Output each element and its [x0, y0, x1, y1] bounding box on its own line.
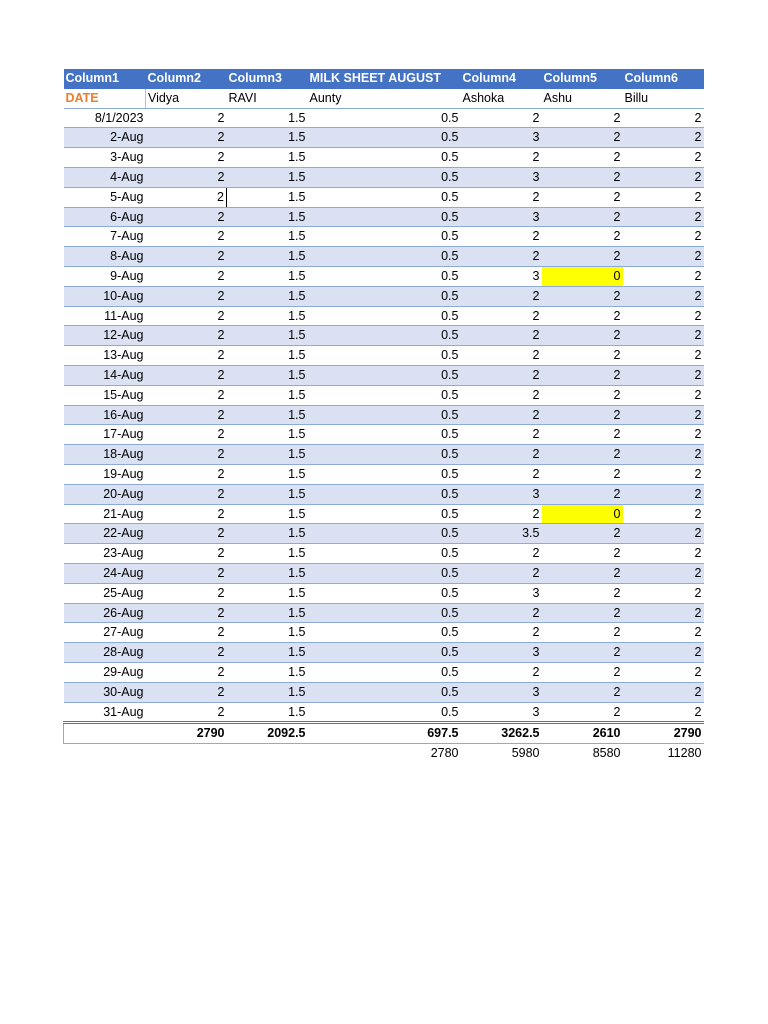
- table-row: [64, 504, 704, 524]
- value-cell[interactable]: 2: [461, 385, 542, 405]
- total-cell[interactable]: [64, 723, 146, 744]
- table-row: [64, 326, 704, 346]
- value-cell[interactable]: 1.5: [227, 346, 308, 366]
- date-cell[interactable]: 13-Aug: [64, 346, 146, 366]
- value-cell[interactable]: 0.5: [308, 108, 461, 128]
- value-cell[interactable]: 0.5: [308, 702, 461, 723]
- value-cell[interactable]: 2: [623, 108, 704, 128]
- value-cell[interactable]: 2: [146, 643, 227, 663]
- value-cell[interactable]: 1.5: [227, 682, 308, 702]
- value-cell[interactable]: 1.5: [227, 187, 308, 207]
- date-cell[interactable]: 4-Aug: [64, 167, 146, 187]
- date-cell[interactable]: 23-Aug: [64, 544, 146, 564]
- value-cell[interactable]: 2: [542, 544, 623, 564]
- total-cell[interactable]: 697.5: [308, 723, 461, 744]
- value-cell[interactable]: 2: [623, 643, 704, 663]
- cumulative-cell[interactable]: [146, 744, 227, 763]
- value-cell[interactable]: 2: [542, 623, 623, 643]
- value-cell[interactable]: 2: [623, 662, 704, 682]
- value-cell[interactable]: 3: [461, 167, 542, 187]
- header-cell[interactable]: Column2: [146, 69, 227, 88]
- value-cell[interactable]: 2: [146, 247, 227, 267]
- value-cell[interactable]: 1.5: [227, 583, 308, 603]
- value-cell[interactable]: 2: [146, 148, 227, 168]
- value-cell[interactable]: 3: [461, 643, 542, 663]
- value-cell[interactable]: 3: [461, 266, 542, 286]
- value-cell[interactable]: 2: [623, 207, 704, 227]
- value-cell[interactable]: 2: [623, 346, 704, 366]
- value-cell[interactable]: 2: [542, 187, 623, 207]
- date-cell[interactable]: 18-Aug: [64, 445, 146, 465]
- value-cell[interactable]: 1.5: [227, 445, 308, 465]
- value-cell[interactable]: 2: [146, 623, 227, 643]
- value-cell[interactable]: 0.5: [308, 464, 461, 484]
- value-cell[interactable]: 2: [146, 266, 227, 286]
- value-cell[interactable]: 1.5: [227, 365, 308, 385]
- value-cell[interactable]: 3.5: [461, 524, 542, 544]
- table-row: [64, 603, 704, 623]
- table-row: [64, 702, 704, 723]
- value-cell[interactable]: 2: [542, 603, 623, 623]
- value-cell[interactable]: 1.5: [227, 148, 308, 168]
- value-cell[interactable]: 0.5: [308, 544, 461, 564]
- total-cell[interactable]: 2790: [146, 723, 227, 744]
- value-cell[interactable]: 0.5: [308, 326, 461, 346]
- table-row: [64, 643, 704, 663]
- value-cell[interactable]: 2: [461, 326, 542, 346]
- table-row: [64, 247, 704, 267]
- value-cell[interactable]: 2: [542, 207, 623, 227]
- date-cell[interactable]: 8/1/2023: [64, 108, 146, 128]
- value-cell[interactable]: 1.5: [227, 227, 308, 247]
- value-cell[interactable]: 2: [146, 346, 227, 366]
- value-cell[interactable]: 1.5: [227, 247, 308, 267]
- value-cell[interactable]: 3: [461, 583, 542, 603]
- value-cell[interactable]: 2: [461, 425, 542, 445]
- value-cell[interactable]: 1.5: [227, 266, 308, 286]
- value-cell[interactable]: 2: [623, 425, 704, 445]
- value-cell[interactable]: 0.5: [308, 662, 461, 682]
- value-cell[interactable]: 2: [146, 385, 227, 405]
- table-row: [64, 662, 704, 682]
- date-cell[interactable]: 24-Aug: [64, 563, 146, 583]
- value-cell[interactable]: 2: [542, 346, 623, 366]
- value-cell[interactable]: 1.5: [227, 425, 308, 445]
- total-cell[interactable]: 2790: [623, 723, 704, 744]
- value-cell[interactable]: 2: [623, 385, 704, 405]
- value-cell[interactable]: 2: [146, 108, 227, 128]
- header-cell[interactable]: Column6: [623, 69, 704, 88]
- value-cell[interactable]: 1.5: [227, 167, 308, 187]
- date-cell[interactable]: 12-Aug: [64, 326, 146, 346]
- date-cell[interactable]: 19-Aug: [64, 464, 146, 484]
- value-cell[interactable]: 2: [542, 702, 623, 723]
- date-cell[interactable]: 25-Aug: [64, 583, 146, 603]
- name-cell[interactable]: RAVI: [227, 88, 308, 108]
- value-cell[interactable]: 2: [623, 167, 704, 187]
- header-cell[interactable]: Column1: [64, 69, 146, 88]
- value-cell[interactable]: 2: [146, 306, 227, 326]
- value-cell[interactable]: 2: [542, 128, 623, 148]
- value-cell[interactable]: 2: [146, 286, 227, 306]
- value-cell[interactable]: 2: [623, 524, 704, 544]
- value-cell[interactable]: 3: [461, 702, 542, 723]
- table-row: [64, 365, 704, 385]
- value-cell[interactable]: 2: [623, 445, 704, 465]
- table-row: [64, 108, 704, 128]
- cumulative-row: [64, 744, 704, 763]
- header-cell[interactable]: Column3: [227, 69, 308, 88]
- name-row: [64, 88, 704, 108]
- value-cell[interactable]: 2: [542, 682, 623, 702]
- milk-sheet-table: [63, 69, 704, 763]
- value-cell[interactable]: 2: [542, 227, 623, 247]
- value-cell[interactable]: 2: [542, 306, 623, 326]
- value-cell[interactable]: 2: [461, 405, 542, 425]
- value-cell[interactable]: 0.5: [308, 682, 461, 702]
- table-row: [64, 425, 704, 445]
- value-cell[interactable]: 2: [623, 623, 704, 643]
- value-cell[interactable]: 2: [542, 365, 623, 385]
- value-cell[interactable]: 1.5: [227, 108, 308, 128]
- value-cell[interactable]: 1.5: [227, 128, 308, 148]
- table-row: [64, 524, 704, 544]
- value-cell[interactable]: 2: [542, 385, 623, 405]
- value-cell[interactable]: 0.5: [308, 148, 461, 168]
- date-cell[interactable]: 27-Aug: [64, 623, 146, 643]
- value-cell[interactable]: 0.5: [308, 365, 461, 385]
- value-cell[interactable]: 2: [461, 148, 542, 168]
- value-cell[interactable]: 2: [542, 662, 623, 682]
- value-cell[interactable]: 1.5: [227, 662, 308, 682]
- value-cell[interactable]: 2: [461, 306, 542, 326]
- date-cell[interactable]: 15-Aug: [64, 385, 146, 405]
- value-cell[interactable]: 2: [146, 544, 227, 564]
- value-cell[interactable]: 1.5: [227, 702, 308, 723]
- value-cell[interactable]: 2: [461, 662, 542, 682]
- date-cell[interactable]: 11-Aug: [64, 306, 146, 326]
- date-cell[interactable]: 9-Aug: [64, 266, 146, 286]
- value-cell[interactable]: 2: [461, 108, 542, 128]
- value-cell[interactable]: 2: [623, 128, 704, 148]
- table-row: [64, 207, 704, 227]
- value-cell[interactable]: 2: [146, 662, 227, 682]
- table-row: [64, 266, 704, 286]
- table-row: [64, 563, 704, 583]
- value-cell[interactable]: 2: [146, 563, 227, 583]
- table-row: [64, 286, 704, 306]
- date-cell[interactable]: 17-Aug: [64, 425, 146, 445]
- value-cell[interactable]: 2: [623, 682, 704, 702]
- value-cell[interactable]: 2: [146, 464, 227, 484]
- value-cell[interactable]: 2: [623, 306, 704, 326]
- table-row: [64, 405, 704, 425]
- value-cell[interactable]: 1.5: [227, 385, 308, 405]
- value-cell[interactable]: 2: [542, 563, 623, 583]
- value-cell[interactable]: 2: [542, 167, 623, 187]
- value-cell[interactable]: 2: [542, 445, 623, 465]
- value-cell[interactable]: 2: [623, 464, 704, 484]
- date-cell[interactable]: 30-Aug: [64, 682, 146, 702]
- cumulative-cell[interactable]: [227, 744, 308, 763]
- value-cell[interactable]: 2: [623, 227, 704, 247]
- header-row: [64, 69, 704, 88]
- value-cell[interactable]: 0.5: [308, 346, 461, 366]
- value-cell[interactable]: 2: [623, 365, 704, 385]
- value-cell[interactable]: 0.5: [308, 425, 461, 445]
- cumulative-cell[interactable]: 8580: [542, 744, 623, 763]
- date-cell[interactable]: 5-Aug: [64, 187, 146, 207]
- totals-row: [64, 723, 704, 744]
- value-cell[interactable]: 1.5: [227, 464, 308, 484]
- value-cell[interactable]: 0.5: [308, 563, 461, 583]
- value-cell[interactable]: 0.5: [308, 445, 461, 465]
- date-cell[interactable]: 6-Aug: [64, 207, 146, 227]
- value-cell[interactable]: 2: [461, 544, 542, 564]
- table-row: [64, 346, 704, 366]
- value-cell[interactable]: 2: [623, 563, 704, 583]
- value-cell[interactable]: 2: [542, 148, 623, 168]
- value-cell[interactable]: 2: [146, 326, 227, 346]
- cumulative-cell[interactable]: 5980: [461, 744, 542, 763]
- table-row: [64, 128, 704, 148]
- cumulative-cell[interactable]: 2780: [308, 744, 461, 763]
- total-cell[interactable]: 2092.5: [227, 723, 308, 744]
- table-row: [64, 464, 704, 484]
- value-cell[interactable]: 2: [146, 682, 227, 702]
- value-cell[interactable]: 0: [542, 266, 623, 286]
- value-cell[interactable]: 2: [461, 445, 542, 465]
- value-cell[interactable]: 2: [542, 643, 623, 663]
- value-cell[interactable]: 2: [461, 623, 542, 643]
- value-cell[interactable]: 2: [542, 464, 623, 484]
- date-cell[interactable]: 2-Aug: [64, 128, 146, 148]
- value-cell[interactable]: 2: [461, 247, 542, 267]
- value-cell[interactable]: 2: [146, 445, 227, 465]
- date-cell[interactable]: 26-Aug: [64, 603, 146, 623]
- value-cell[interactable]: 2: [623, 148, 704, 168]
- date-cell[interactable]: 8-Aug: [64, 247, 146, 267]
- date-cell[interactable]: 28-Aug: [64, 643, 146, 663]
- value-cell[interactable]: 2: [623, 266, 704, 286]
- value-cell[interactable]: 1.5: [227, 544, 308, 564]
- value-cell[interactable]: 0.5: [308, 167, 461, 187]
- total-cell[interactable]: 2610: [542, 723, 623, 744]
- value-cell[interactable]: 2: [542, 326, 623, 346]
- value-cell[interactable]: 2: [146, 603, 227, 623]
- value-cell[interactable]: 2: [146, 207, 227, 227]
- cumulative-cell[interactable]: [64, 744, 146, 763]
- value-cell[interactable]: 0.5: [308, 643, 461, 663]
- value-cell[interactable]: 2: [542, 286, 623, 306]
- value-cell[interactable]: 0.5: [308, 207, 461, 227]
- table-row: [64, 484, 704, 504]
- value-cell[interactable]: 1.5: [227, 643, 308, 663]
- value-cell[interactable]: 2: [623, 484, 704, 504]
- value-cell[interactable]: 2: [146, 405, 227, 425]
- value-cell[interactable]: 2: [542, 583, 623, 603]
- value-cell[interactable]: 2: [146, 524, 227, 544]
- value-cell[interactable]: 0.5: [308, 504, 461, 524]
- value-cell[interactable]: 3: [461, 484, 542, 504]
- value-cell[interactable]: 2: [461, 346, 542, 366]
- date-cell[interactable]: 10-Aug: [64, 286, 146, 306]
- value-cell[interactable]: 0.5: [308, 128, 461, 148]
- total-cell[interactable]: 3262.5: [461, 723, 542, 744]
- table-row: [64, 187, 704, 207]
- date-cell[interactable]: 31-Aug: [64, 702, 146, 723]
- date-cell[interactable]: 29-Aug: [64, 662, 146, 682]
- value-cell[interactable]: 0: [542, 504, 623, 524]
- date-cell[interactable]: 16-Aug: [64, 405, 146, 425]
- value-cell[interactable]: 0.5: [308, 306, 461, 326]
- header-cell[interactable]: Column4: [461, 69, 542, 88]
- value-cell[interactable]: 0.5: [308, 583, 461, 603]
- value-cell[interactable]: 2: [461, 187, 542, 207]
- value-cell[interactable]: 2: [146, 128, 227, 148]
- value-cell[interactable]: 1.5: [227, 484, 308, 504]
- cumulative-cell[interactable]: 11280: [623, 744, 704, 763]
- value-cell[interactable]: 2: [146, 167, 227, 187]
- value-cell[interactable]: 0.5: [308, 266, 461, 286]
- value-cell[interactable]: 0.5: [308, 286, 461, 306]
- value-cell[interactable]: 2: [623, 603, 704, 623]
- value-cell[interactable]: 0.5: [308, 524, 461, 544]
- value-cell[interactable]: 2: [623, 187, 704, 207]
- date-label-cell[interactable]: DATE: [64, 88, 146, 108]
- value-cell[interactable]: 0.5: [308, 227, 461, 247]
- value-cell[interactable]: 2: [461, 603, 542, 623]
- value-cell[interactable]: 0.5: [308, 405, 461, 425]
- value-cell[interactable]: 0.5: [308, 187, 461, 207]
- header-cell[interactable]: MILK SHEET AUGUST: [308, 69, 461, 88]
- value-cell[interactable]: 1.5: [227, 306, 308, 326]
- table-row: [64, 544, 704, 564]
- value-cell[interactable]: 2: [461, 227, 542, 247]
- date-cell[interactable]: 14-Aug: [64, 365, 146, 385]
- value-cell[interactable]: 3: [461, 207, 542, 227]
- value-cell[interactable]: 1.5: [227, 524, 308, 544]
- value-cell[interactable]: 2: [542, 484, 623, 504]
- value-cell[interactable]: 2: [461, 563, 542, 583]
- name-cell[interactable]: Ashoka: [461, 88, 542, 108]
- value-cell[interactable]: 2: [623, 702, 704, 723]
- value-cell[interactable]: 3: [461, 128, 542, 148]
- value-cell[interactable]: 2: [623, 326, 704, 346]
- value-cell[interactable]: 2: [623, 247, 704, 267]
- date-cell[interactable]: 3-Aug: [64, 148, 146, 168]
- value-cell[interactable]: 2: [461, 286, 542, 306]
- value-cell[interactable]: 1.5: [227, 326, 308, 346]
- value-cell[interactable]: 2: [542, 405, 623, 425]
- value-cell[interactable]: 1.5: [227, 207, 308, 227]
- table-row: [64, 148, 704, 168]
- value-cell[interactable]: 1.5: [227, 623, 308, 643]
- value-cell[interactable]: 1.5: [227, 405, 308, 425]
- date-cell[interactable]: 21-Aug: [64, 504, 146, 524]
- name-cell[interactable]: Aunty: [308, 88, 461, 108]
- table-row: [64, 583, 704, 603]
- value-cell[interactable]: 0.5: [308, 385, 461, 405]
- value-cell[interactable]: 2: [542, 108, 623, 128]
- value-cell[interactable]: 2: [146, 583, 227, 603]
- date-cell[interactable]: 22-Aug: [64, 524, 146, 544]
- value-cell[interactable]: 1.5: [227, 603, 308, 623]
- value-cell[interactable]: 2: [146, 187, 227, 207]
- name-cell[interactable]: Billu: [623, 88, 704, 108]
- value-cell[interactable]: 2: [623, 405, 704, 425]
- table-row: [64, 167, 704, 187]
- table-row: [64, 445, 704, 465]
- value-cell[interactable]: 3: [461, 682, 542, 702]
- header-cell[interactable]: Column5: [542, 69, 623, 88]
- value-cell[interactable]: 2: [623, 286, 704, 306]
- value-cell[interactable]: 1.5: [227, 504, 308, 524]
- date-cell[interactable]: 20-Aug: [64, 484, 146, 504]
- value-cell[interactable]: 2: [542, 247, 623, 267]
- value-cell[interactable]: 0.5: [308, 623, 461, 643]
- value-cell[interactable]: 0.5: [308, 247, 461, 267]
- value-cell[interactable]: 2: [461, 504, 542, 524]
- table-row: [64, 623, 704, 643]
- table-row: [64, 682, 704, 702]
- value-cell[interactable]: 2: [146, 365, 227, 385]
- value-cell[interactable]: 2: [623, 583, 704, 603]
- table-row: [64, 306, 704, 326]
- name-cell[interactable]: Vidya: [146, 88, 227, 108]
- value-cell[interactable]: 2: [146, 504, 227, 524]
- value-cell[interactable]: 0.5: [308, 484, 461, 504]
- value-cell[interactable]: 2: [461, 365, 542, 385]
- table-row: [64, 385, 704, 405]
- value-cell[interactable]: 2: [623, 544, 704, 564]
- value-cell[interactable]: 1.5: [227, 286, 308, 306]
- value-cell[interactable]: 2: [146, 425, 227, 445]
- value-cell[interactable]: 2: [146, 227, 227, 247]
- value-cell[interactable]: 1.5: [227, 563, 308, 583]
- table-row: [64, 227, 704, 247]
- value-cell[interactable]: 2: [542, 425, 623, 445]
- date-cell[interactable]: 7-Aug: [64, 227, 146, 247]
- value-cell[interactable]: 2: [461, 464, 542, 484]
- name-cell[interactable]: Ashu: [542, 88, 623, 108]
- value-cell[interactable]: 2: [146, 484, 227, 504]
- value-cell[interactable]: 0.5: [308, 603, 461, 623]
- value-cell[interactable]: 2: [542, 524, 623, 544]
- value-cell[interactable]: 2: [623, 504, 704, 524]
- value-cell[interactable]: 2: [146, 702, 227, 723]
